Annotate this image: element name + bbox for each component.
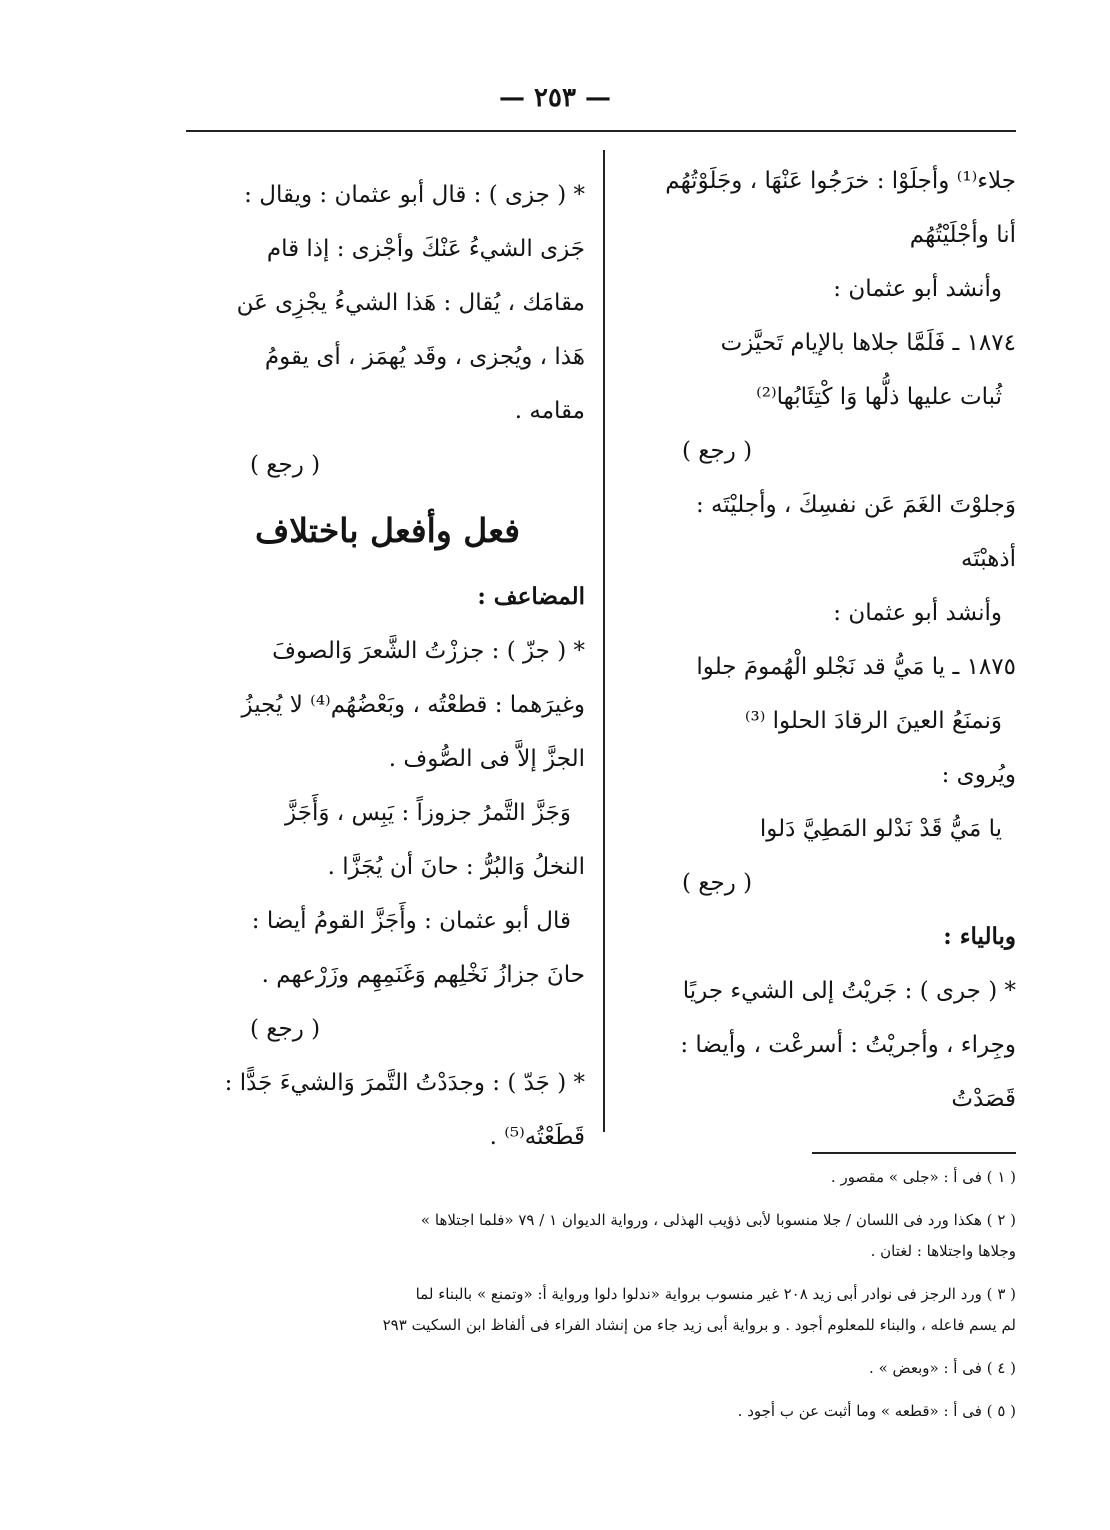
text-line: جلاء⁽¹⁾ وأجلَوْا : خرَجُوا عَنْهَا ، وجَلَوْتُهُم: [665, 168, 1016, 194]
verse-line: ١٨٧٥ ـ يا مَيُّ قد نَجْلو الْهُمومَ جلوا: [696, 654, 1016, 680]
back-marker: ( رجع ): [250, 452, 321, 478]
text-line: وأنشد أبو عثمان :: [833, 600, 1002, 626]
text-line: جَزى الشيءُ عَنْكَ وأجْزى : إذا قام: [266, 236, 585, 262]
text-line: وغيرَهما : قطعْتُه ، وبَعْضُهُم⁽⁴⁾ لا يُجيزُ: [241, 692, 585, 718]
verse-line: يا مَيُّ قَدْ نَدْلو المَطِيَّ دَلوا: [759, 816, 1002, 842]
text-line: حانَ جزازُ نَخْلِهم وَغَنَمِهِم وزَرْعهم .: [261, 962, 585, 988]
footnote: ( ٤ ) فى أ : «وبعض » .: [869, 1359, 1016, 1377]
section-heading: فعل وأفعل باختلاف: [255, 511, 520, 550]
text-line: الجزَّ إلاَّ فى الصُّوف .: [388, 746, 585, 772]
entry-line: * ( جزى ) : قال أبو عثمان : ويقال :: [244, 182, 585, 208]
entry-line: * ( جزّ ) : جززْتُ الشَّعرَ وَالصوفَ: [272, 638, 585, 664]
footnotes: [190, 1162, 1016, 1427]
page-number: — ٢٥٣ —: [498, 83, 612, 113]
footnote: لم يسم فاعله ، والبناء للمعلوم أجود . و برواية أبى زيد جاء من إنشاد الفراء فى ألفاظ ابن السكيت ٢٩٣: [382, 1316, 1016, 1334]
text-line: أنا وأجْلَيْتُهُم: [909, 222, 1016, 248]
footnote: ( ٢ ) هكذا ورد فى اللسان / جلا منسوبا لأبى ذؤيب الهذلى ، ورواية الديوان ١ / ٧٩ «فلما اجتلاها »: [420, 1211, 1016, 1229]
back-marker: ( رجع ): [682, 438, 753, 464]
section-subheading: وبالياء :: [943, 923, 1016, 950]
left-column: [190, 168, 585, 1164]
entry-line: * ( جرى ) : جَريْتُ إلى الشيء جريًا: [682, 978, 1016, 1004]
header-rule: [186, 130, 1016, 132]
verse-line: وَنمنَعُ العينَ الرقادَ الحلوا ⁽³⁾: [744, 708, 1002, 734]
text-line: مقامه .: [514, 398, 585, 424]
column-divider: [603, 150, 605, 1132]
text-line: مقامَك ، يُقال : هَذا الشيءُ يجْزِى عَن: [236, 290, 585, 316]
text-line: قَطَعْتُه⁽⁵⁾ .: [489, 1124, 585, 1150]
text-line: وأنشد أبو عثمان :: [833, 276, 1002, 302]
back-marker: ( رجع ): [250, 1016, 321, 1042]
text-line: هَذا ، ويُجزى ، وقَد يُهمَز ، أى يقومُ: [264, 344, 585, 370]
text-line: قال أبو عثمان : وأَجَزَّ القومُ أيضا :: [251, 908, 571, 934]
section-subheading: المضاعف :: [477, 583, 585, 610]
text-line: وجِراء ، وأجريْتُ : أسرعْت ، وأيضا :: [680, 1032, 1016, 1058]
footnote: ( ١ ) فى أ : «جلى » مقصور .: [830, 1168, 1016, 1186]
back-marker: ( رجع ): [682, 870, 753, 896]
footnote: وجلاها واجتلاها : لغتان .: [870, 1242, 1016, 1260]
text-line: النخلُ وَالبُرُّ : حانَ أن يُجَزَّا .: [327, 854, 585, 880]
text-line: وَجلوْتَ الغَمَ عَن نفسِكَ ، وأجليْتَه :: [695, 492, 1016, 518]
verse-line: ١٨٧٤ ـ فَلَمَّا جلاها بالإيام تَحيَّزت: [720, 330, 1016, 356]
verse-line: ثُبات عليها ذلُّها وَا كْتِئَابُها⁽²⁾: [756, 384, 1002, 410]
text-line: ويُروى :: [941, 762, 1016, 788]
text-line: أذهبْتَه: [961, 546, 1016, 572]
footnote: ( ٣ ) ورد الرجز فى نوادر أبى زيد ٢٠٨ غير منسوب برواية «ندلوا دلوا ورواية أ: «وتمنع » بالبناء لما: [415, 1285, 1016, 1303]
text-line: قَصَدْتُ: [951, 1086, 1016, 1112]
right-column: [622, 154, 1016, 1126]
footnote: ( ٥ ) فى أ : «قطعه » وما أثبت عن ب أجود .: [737, 1402, 1016, 1420]
entry-line: * ( جَدّ ) : وجدَدْتُ التَّمرَ وَالشيءَ جَدًّا :: [224, 1070, 585, 1096]
footnote-rule: [812, 1152, 1016, 1154]
text-line: وَجَزَّ التَّمرُ جزوزاً : يَبِس ، وَأَجَزَّ: [285, 800, 571, 826]
